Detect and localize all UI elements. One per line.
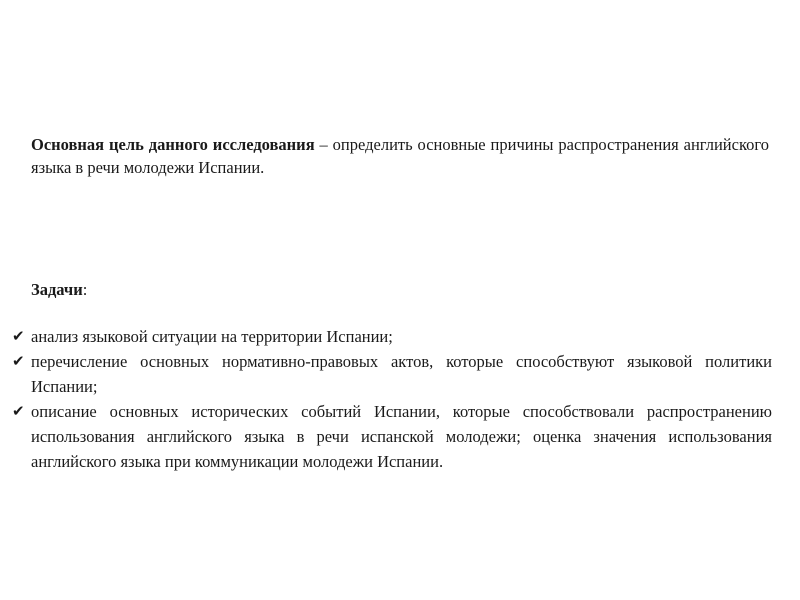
checkmark-icon: ✔ xyxy=(12,327,25,345)
tasks-heading xyxy=(31,278,87,301)
task-item-text: описание основных исторических событий Испании, которые способствовали распространению использования английского языка в речи испанской молодежи; оценка значения использования английского языка при коммуникации молодежи Испании. xyxy=(31,402,772,471)
checkmark-icon: ✔ xyxy=(12,352,25,370)
research-goal-paragraph xyxy=(31,133,769,179)
tasks-heading-label: Задачи xyxy=(31,280,83,299)
task-item xyxy=(12,399,772,474)
task-list xyxy=(12,324,772,474)
research-goal-text: – определить основные причины распространения английского языка в речи молодежи Испании. xyxy=(31,135,769,177)
task-item xyxy=(12,324,772,349)
checkmark-icon: ✔ xyxy=(12,402,25,420)
task-item-text: перечисление основных нормативно-правовых актов, которые способствуют языковой политики Испании; xyxy=(31,352,772,396)
research-goal-lead: Основная цель данного исследования xyxy=(31,135,315,154)
task-item xyxy=(12,349,772,399)
task-item-text: анализ языковой ситуации на территории Испании; xyxy=(31,327,393,346)
tasks-heading-colon: : xyxy=(82,280,88,299)
